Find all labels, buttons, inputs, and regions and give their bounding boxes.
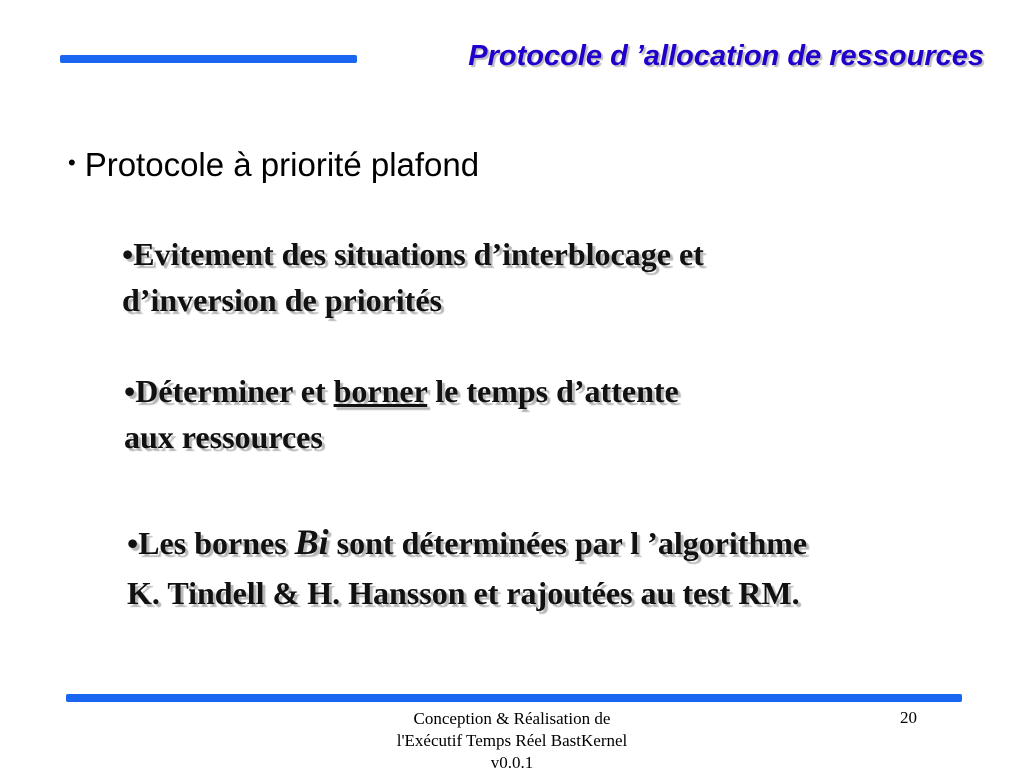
bullet-dot: •: [124, 373, 136, 409]
sub-bullet-line2: K. Tindell & H. Hansson et rajoutées au test RM.: [127, 575, 800, 611]
bullet-dot: •: [122, 236, 134, 272]
slide-title: Protocole d ’allocation de ressources: [468, 40, 984, 72]
main-bullet-text: Protocole à priorité plafond: [84, 146, 480, 183]
sub-bullet-interblocage: [122, 231, 882, 323]
sub-bullet-line2: d’inversion de priorités: [122, 282, 442, 318]
footer-line3: v0.0.1: [490, 753, 534, 772]
footer-line2: l'Exécutif Temps Réel BastKernel: [396, 731, 628, 750]
bullet-dot: •: [68, 150, 76, 175]
footer-line1: Conception & Réalisation de: [413, 709, 611, 728]
main-bullet: [68, 146, 479, 184]
sub-bullet-text-after: le temps d’attente: [427, 373, 679, 409]
page-number: 20: [900, 708, 917, 727]
sub-bullet-text-after: sont déterminées par l ’algorithme: [328, 525, 808, 561]
sub-bullet-line2: aux ressources: [124, 419, 323, 455]
footer-caption: [362, 708, 662, 774]
sub-bullet-borner: [124, 368, 844, 460]
sub-bullet-bornes: [127, 517, 1007, 618]
sub-bullet-text-before: Déterminer et: [135, 373, 334, 409]
footer-accent-line: [66, 694, 962, 702]
underlined-word: borner: [333, 373, 428, 409]
italic-term: Bi: [294, 522, 329, 562]
bullet-dot: •: [127, 525, 139, 561]
title-accent-line: [60, 55, 357, 63]
sub-bullet-text-before: Les bornes: [138, 525, 295, 561]
sub-bullet-line1: Evitement des situations d’interblocage et: [133, 236, 704, 272]
